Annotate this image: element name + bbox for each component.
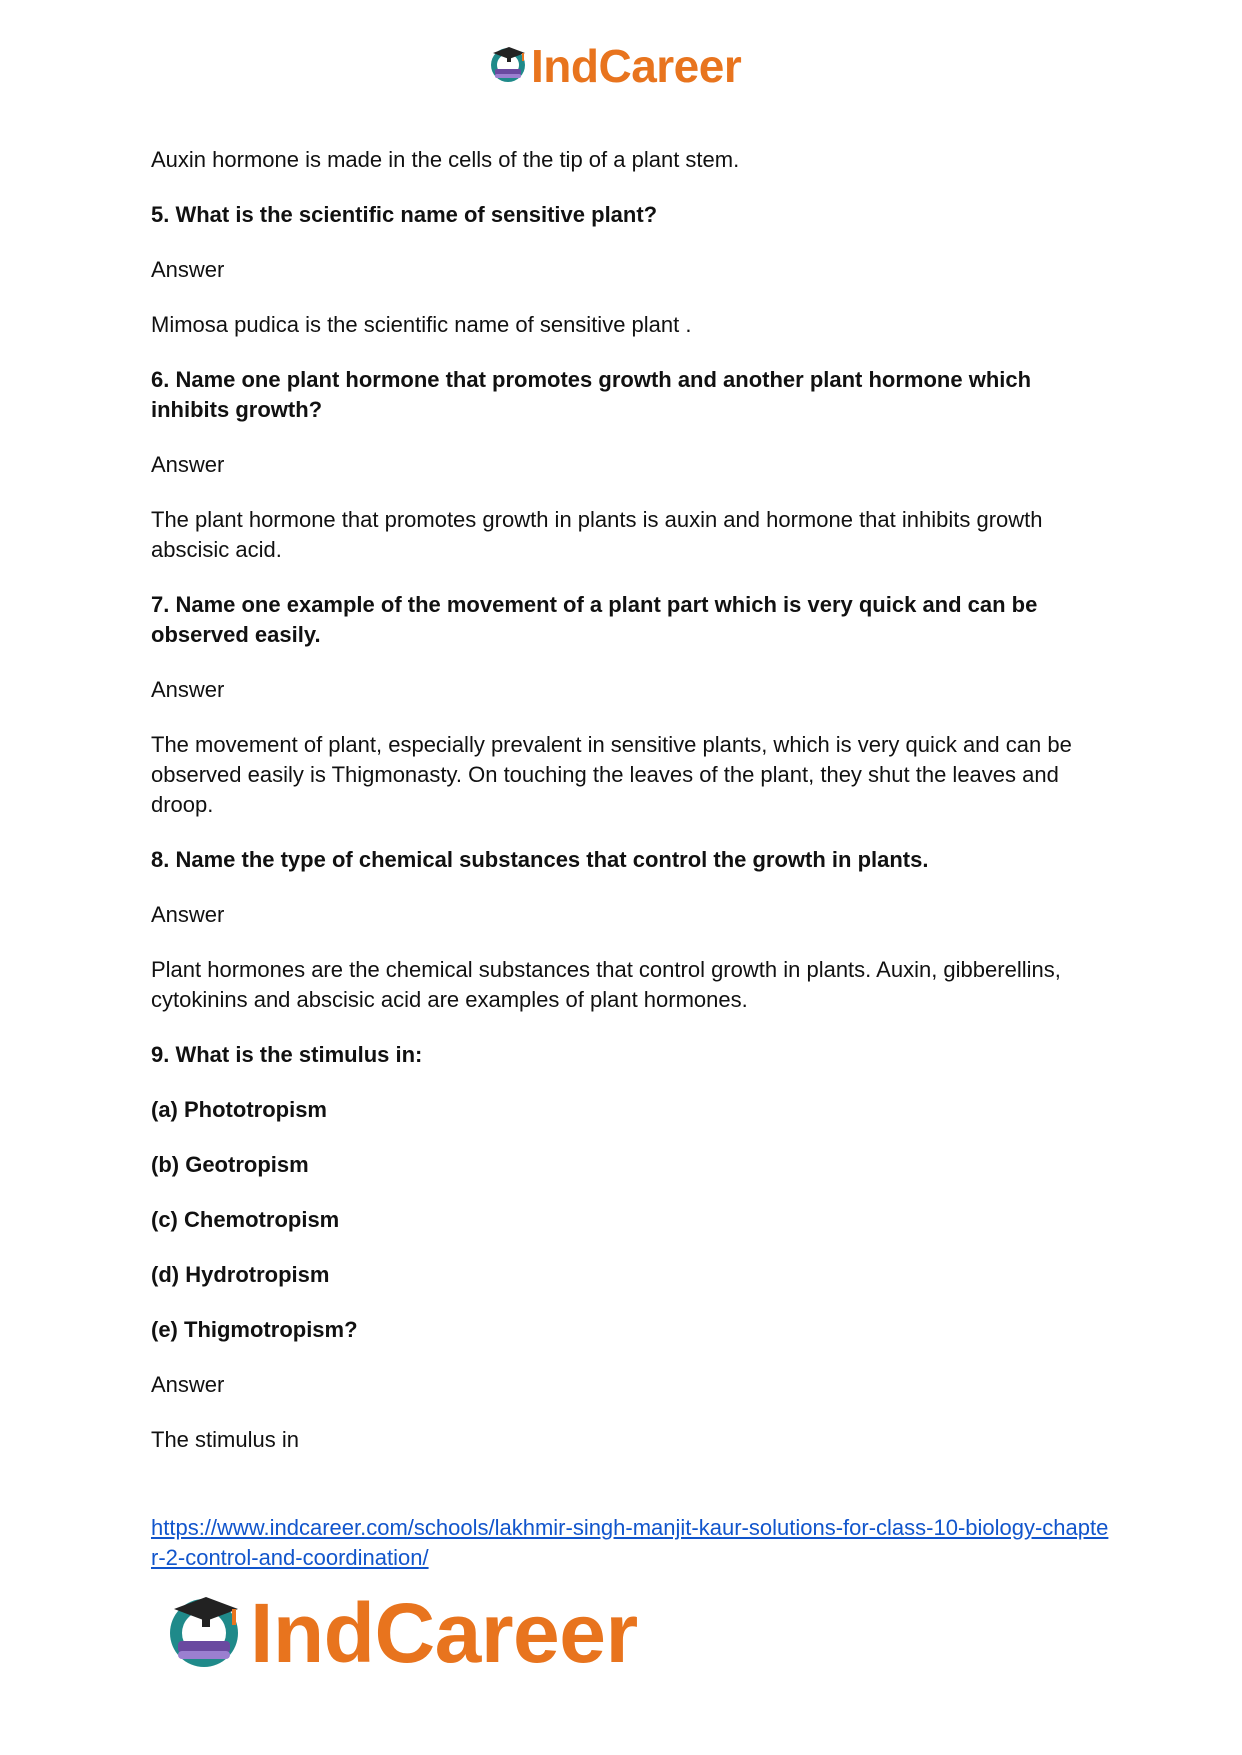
logo-text: IndCareer xyxy=(250,1586,638,1680)
question-text: (e) Thigmotropism? xyxy=(151,1317,358,1342)
paragraph-text: Mimosa pudica is the scientific name of sensitive plant . xyxy=(151,312,692,337)
paragraph-text: Plant hormones are the chemical substances that control growth in plants. Auxin, gibberellins, cytokinins and abscisic acid are examples of plant hormones. xyxy=(151,957,1061,1012)
paragraph-text: The stimulus in xyxy=(151,1427,299,1452)
question-text: 5. What is the scientific name of sensitive plant? xyxy=(151,202,658,227)
answer-label: Answer xyxy=(151,902,225,927)
document-body xyxy=(151,145,1101,1480)
question-text: (d) Hydrotropism xyxy=(151,1262,330,1287)
question-text: (b) Geotropism xyxy=(151,1152,309,1177)
question-text: (c) Chemotropism xyxy=(151,1207,340,1232)
question-text: 6. Name one plant hormone that promotes growth and another plant hormone which inhibits growth? xyxy=(151,367,1032,422)
paragraph-text: Auxin hormone is made in the cells of the tip of a plant stem. xyxy=(151,147,740,172)
answer-label: Answer xyxy=(151,452,225,477)
answer-label: Answer xyxy=(151,1372,225,1397)
paragraph-text: The movement of plant, especially prevalent in sensitive plants, which is very quick and can be observed easily is Thigmonasty. On touching the leaves of the plant, they shut the leaves and droop. xyxy=(151,732,1072,817)
question-text: (a) Phototropism xyxy=(151,1097,327,1122)
header-logo xyxy=(487,38,741,94)
graduation-cap-book-icon xyxy=(162,1589,246,1678)
answer-label: Answer xyxy=(151,677,225,702)
question-text: 8. Name the type of chemical substances that control the growth in plants. xyxy=(151,847,929,872)
paragraph-text: The plant hormone that promotes growth in plants is auxin and hormone that inhibits growth abscisic acid. xyxy=(151,507,1043,562)
logo-text: IndCareer xyxy=(531,40,742,92)
source-link[interactable]: https://www.indcareer.com/schools/lakhmir-singh-manjit-kaur-solutions-for-class-10-biology-chapter-2-control-and-coordination/ xyxy=(151,1515,1109,1570)
footer-logo xyxy=(162,1588,638,1678)
question-text: 9. What is the stimulus in: xyxy=(151,1042,423,1067)
answer-label: Answer xyxy=(151,257,225,282)
graduation-cap-book-icon xyxy=(487,43,529,90)
question-text: 7. Name one example of the movement of a plant part which is very quick and can be observed easily. xyxy=(151,592,1038,647)
